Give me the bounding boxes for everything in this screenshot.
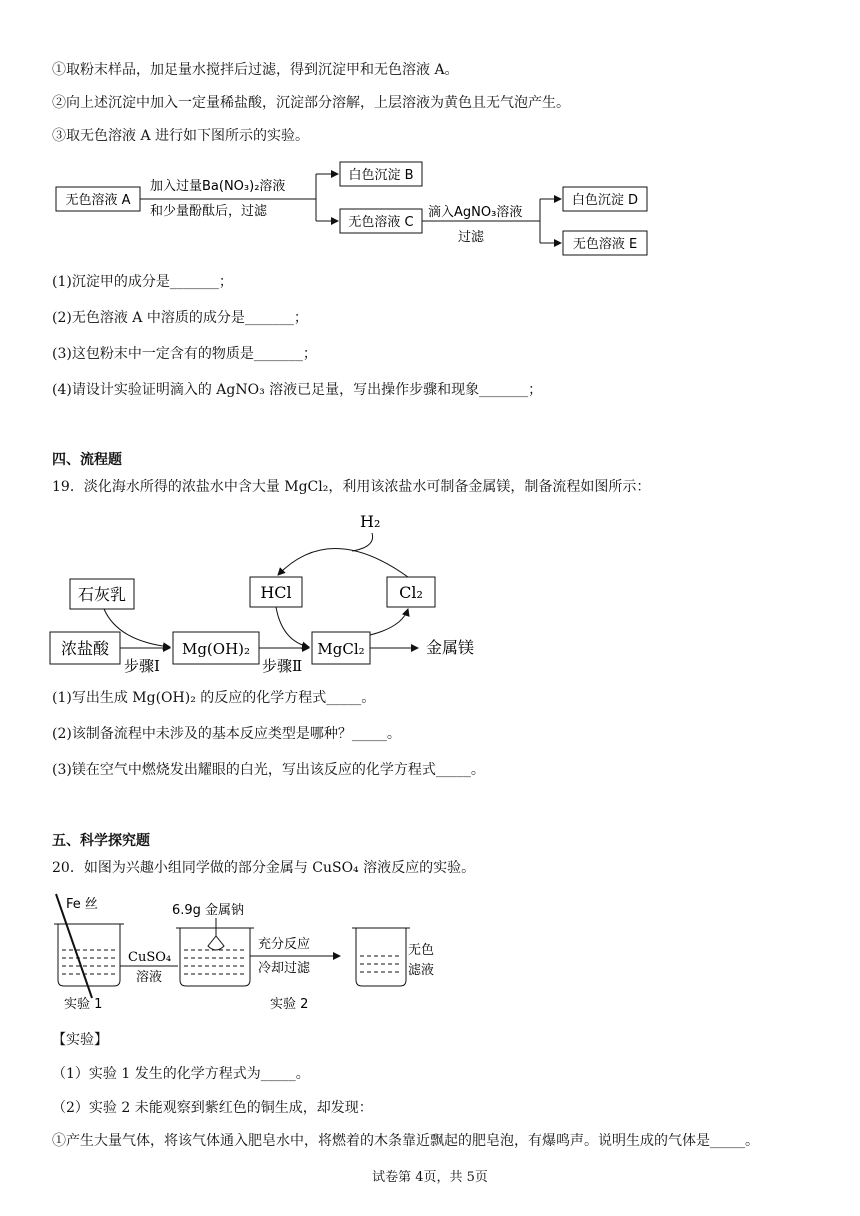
box-lime-label: 石灰乳 — [77, 585, 127, 604]
cool-filter-label: 冷却过滤 — [258, 961, 311, 976]
question-20-stem: 20．如图为兴趣小组同学做的部分金属与 CuSO₄ 溶液反应的实验。 — [52, 860, 476, 876]
question-18-3: (3)这包粉末中一定含有的物质是_______； — [52, 346, 317, 362]
box-hcl-label: HCl — [260, 583, 292, 602]
step1-reagent-label: 加入过量Ba(NO₃)₂溶液 — [150, 179, 286, 194]
h2-label: H₂ — [360, 512, 381, 531]
question-19-1: (1)写出生成 Mg(OH)₂ 的反应的化学方程式_____。 — [52, 690, 376, 706]
question-20-2: （2）实验 2 未能观察到紫红色的铜生成，却发现： — [52, 1100, 373, 1116]
box-solution-a-label: 无色溶液 A — [65, 193, 131, 208]
beaker-1-icon — [58, 924, 120, 986]
step1-condition-label: 和少量酚酞后，过滤 — [150, 204, 268, 219]
box-solution-e-label: 无色溶液 E — [572, 237, 638, 252]
metal-cuso4-experiment-diagram — [0, 888, 860, 1018]
question-18-1: (1)沉淀甲的成分是_______； — [52, 274, 233, 290]
magnesium-process-diagram — [0, 505, 860, 680]
step2-condition-label: 过滤 — [458, 230, 485, 245]
colorless-label: 无色 — [408, 943, 435, 958]
experiment-heading: 【实验】 — [52, 1032, 108, 1048]
sodium-label: 6.9g 金属钠 — [172, 903, 245, 918]
step-3-text: ③取无色溶液 A 进行如下图所示的实验。 — [52, 128, 310, 144]
step-2-label: 步骤Ⅱ — [262, 657, 303, 675]
sodium-icon — [208, 936, 224, 950]
box-cl2-label: Cl₂ — [399, 583, 423, 602]
react-label: 充分反应 — [258, 937, 311, 952]
step-1-text: ①取粉末样品，加足量水搅拌后过滤，得到沉淀甲和无色溶液 A。 — [52, 62, 459, 78]
step-2-text: ②向上述沉淀中加入一定量稀盐酸，沉淀部分溶解，上层溶液为黄色且无气泡产生。 — [52, 95, 570, 111]
box-solution-c-label: 无色溶液 C — [348, 215, 414, 230]
box-brine-label: 浓盐酸 — [60, 639, 110, 658]
beaker-3-icon — [356, 928, 406, 986]
question-18-2: (2)无色溶液 A 中溶质的成分是_______； — [52, 310, 308, 326]
experiment-flow-diagram — [0, 155, 860, 265]
box-precipitate-b-label: 白色沉淀 B — [348, 168, 414, 183]
page-footer: 试卷第 4页，共 5页 — [372, 1170, 488, 1185]
question-19-2: (2)该制备流程中未涉及的基本反应类型是哪种？_____。 — [52, 726, 401, 742]
step-1-label: 步骤Ⅰ — [124, 657, 160, 675]
question-20-1: （1）实验 1 发生的化学方程式为_____。 — [52, 1066, 310, 1082]
section-4-heading: 四、流程题 — [52, 452, 122, 468]
question-18-4: (4)请设计实验证明滴入的 AgNO₃ 溶液已足量，写出操作步骤和现象_______； — [52, 382, 543, 398]
question-19-3: (3)镁在空气中燃烧发出耀眼的白光，写出该反应的化学方程式_____。 — [52, 762, 485, 778]
box-precipitate-d-label: 白色沉淀 D — [571, 193, 639, 208]
box-mgcl2-label: MgCl₂ — [317, 640, 365, 658]
step2-reagent-label: 滴入AgNO₃溶液 — [428, 205, 523, 220]
cuso4-label: CuSO₄ — [128, 950, 172, 965]
experiment-1-label: 实验 1 — [64, 997, 103, 1012]
question-19-stem: 19．淡化海水所得的浓盐水中含大量 MgCl₂，利用该浓盐水可制备金属镁，制备流程如图所示： — [52, 479, 651, 495]
question-20-3: ①产生大量气体，将该气体通入肥皂水中，将燃着的木条靠近飘起的肥皂泡，有爆鸣声。说明生成的气体是_____。 — [52, 1133, 759, 1149]
metal-label: 金属镁 — [426, 638, 475, 657]
filtrate-label: 滤液 — [408, 963, 435, 978]
experiment-2-label: 实验 2 — [270, 997, 309, 1012]
section-5-heading: 五、科学探究题 — [52, 833, 150, 849]
solution-label: 溶液 — [136, 970, 163, 985]
box-mgoh2-label: Mg(OH)₂ — [181, 640, 251, 658]
fe-wire-label: Fe 丝 — [66, 897, 98, 912]
